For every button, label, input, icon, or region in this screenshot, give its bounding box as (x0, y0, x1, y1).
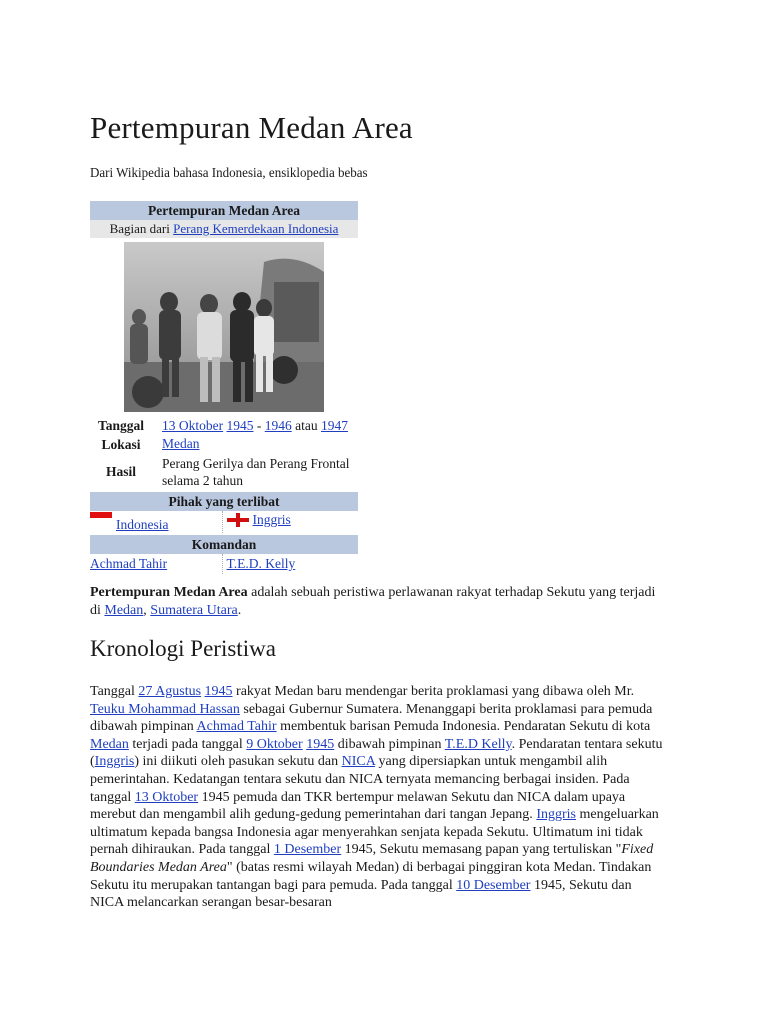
date-value (152, 417, 358, 434)
intro-link-sumut[interactable]: Sumatera Utara (150, 602, 238, 618)
link-10-desember[interactable]: 10 Desember (456, 877, 531, 893)
link-inggris-2[interactable]: Inggris (536, 807, 576, 823)
page-title: Pertempuran Medan Area (90, 110, 413, 145)
para-text: dibawah pimpinan (334, 736, 445, 752)
date-or: atau (291, 418, 321, 433)
date-link-year2[interactable]: 1946 (264, 418, 292, 433)
infobox (90, 201, 358, 574)
infobox-part-of (90, 220, 358, 238)
para-text: " (batas resmi wilayah Medan) di berbagai pinggiran kota Medan. Tindakan Sekutu itu merupakan tantangan bagi para pemuda. Pada tanggal (90, 859, 652, 893)
para-text: membentuk barisan Pemuda Indonesia. Pendaratan Sekutu di kota (276, 719, 651, 735)
link-ted-kelly[interactable]: T.E.D Kelly (444, 736, 512, 752)
commanders-header: Komandan (90, 535, 358, 554)
page-subtitle: Dari Wikipedia bahasa Indonesia, ensiklopedia bebas (90, 166, 368, 181)
part-of-prefix: Bagian dari (109, 221, 174, 236)
date-link-day[interactable]: 13 Oktober (162, 418, 224, 433)
link-inggris[interactable]: Inggris (94, 754, 135, 770)
infobox-title: Pertempuran Medan Area (90, 201, 358, 220)
link-9-oktober[interactable]: 9 Oktober (246, 736, 303, 752)
intro-text: , (143, 602, 151, 618)
location-value (152, 435, 358, 454)
intro-bold: Pertempuran Medan Area (90, 585, 248, 600)
date-sep: - (253, 418, 265, 433)
para-text: 1945, Sekutu memasang papan yang tertuliskan " (341, 842, 622, 858)
italic-text: Fixed Boundaries Medan Area (90, 842, 654, 875)
link-1945b[interactable]: 1945 (306, 736, 335, 752)
result-value: Perang Gerilya dan Perang Frontal selama 2 tahun (162, 456, 350, 488)
commander-right-link[interactable]: T.E.D. Kelly (226, 556, 296, 571)
section-heading: Kronologi Peristiwa (90, 636, 276, 661)
date-link-year1[interactable]: 1945 (226, 418, 254, 433)
belligerents-row (90, 511, 358, 533)
location-key: Lokasi (101, 436, 141, 452)
intro-text: . (237, 602, 242, 618)
intro-text: adalah sebuah peristiwa perlawanan rakyat terhadap Sekutu yang terjadi di (90, 585, 656, 618)
infobox-row-date (90, 416, 358, 434)
chronology-paragraph (90, 683, 665, 912)
para-text: rakyat Medan baru mendengar berita proklamasi yang dibawa oleh Mr. (232, 684, 635, 699)
england-flag-icon (227, 513, 249, 527)
para-text: . Pendaratan tentara sekutu ( (90, 736, 663, 770)
para-text: sebagai Gubernur Sumatera. Menanggapi berita proklamasi para pemuda dibawah pimpinan (90, 701, 653, 735)
para-text: terjadi pada tanggal (128, 736, 247, 752)
result-key: Hasil (105, 464, 136, 479)
link-13-oktober[interactable]: 13 Oktober (134, 789, 199, 805)
para-text: yang dipersiapkan untuk mengambil alih pemerintahan. Kedatangan tentara sekutu dan NICA ternyata memancing berbagai insiden. Pada tanggal (90, 754, 630, 805)
intro-paragraph (90, 584, 665, 619)
date-key: Tanggal (97, 417, 145, 433)
para-text: Tanggal (90, 684, 139, 699)
battle-photo (124, 242, 324, 412)
commander-left-link[interactable]: Achmad Tahir (90, 556, 168, 571)
date-link-year3[interactable]: 1947 (321, 418, 348, 433)
link-1-desember[interactable]: 1 Desember (273, 842, 342, 858)
belligerent-right (222, 511, 359, 533)
link-1945[interactable]: 1945 (204, 684, 233, 699)
para-text: mengeluarkan ultimatum kepada bangsa Indonesia agar menyerahkan senjata kepada Sekutu. Ultimatum ini tidak pernah dihiraukan. Pada tanggal (90, 807, 659, 858)
link-27-agustus[interactable]: 27 Agustus (138, 684, 202, 699)
para-text: 1945 pemuda dan TKR bertempur melawan Sekutu dan NICA dalam upaya merebut dan mengambil alih gedung-gedung pemerintahan dari tangan Jepang. (90, 789, 626, 823)
belligerent-left (90, 511, 222, 533)
intro-link-medan[interactable]: Medan (104, 602, 144, 618)
commander-left (90, 554, 222, 574)
commander-right (222, 554, 359, 574)
location-link[interactable]: Medan (162, 436, 200, 451)
belligerent-right-link[interactable]: Inggris (252, 512, 291, 527)
belligerent-left-link[interactable]: Indonesia (116, 517, 169, 532)
para-text: ) ini diikuti oleh pasukan sekutu dan (134, 754, 342, 770)
link-teuku-mohammad-hassan[interactable]: Teuku Mohammad Hassan (90, 701, 240, 717)
link-achmad-tahir[interactable]: Achmad Tahir (196, 719, 277, 735)
belligerents-header: Pihak yang terlibat (90, 492, 358, 511)
infobox-row-location (90, 434, 358, 454)
part-of-link[interactable]: Perang Kemerdekaan Indonesia (173, 221, 339, 236)
para-text: 1945, Sekutu dan NICA melancarkan serangan besar-besaran (90, 877, 632, 911)
link-nica[interactable]: NICA (341, 754, 376, 770)
link-medan[interactable]: Medan (90, 736, 129, 752)
infobox-row-result (90, 454, 358, 489)
indonesia-flag-icon (90, 512, 112, 524)
commanders-row (90, 554, 358, 574)
